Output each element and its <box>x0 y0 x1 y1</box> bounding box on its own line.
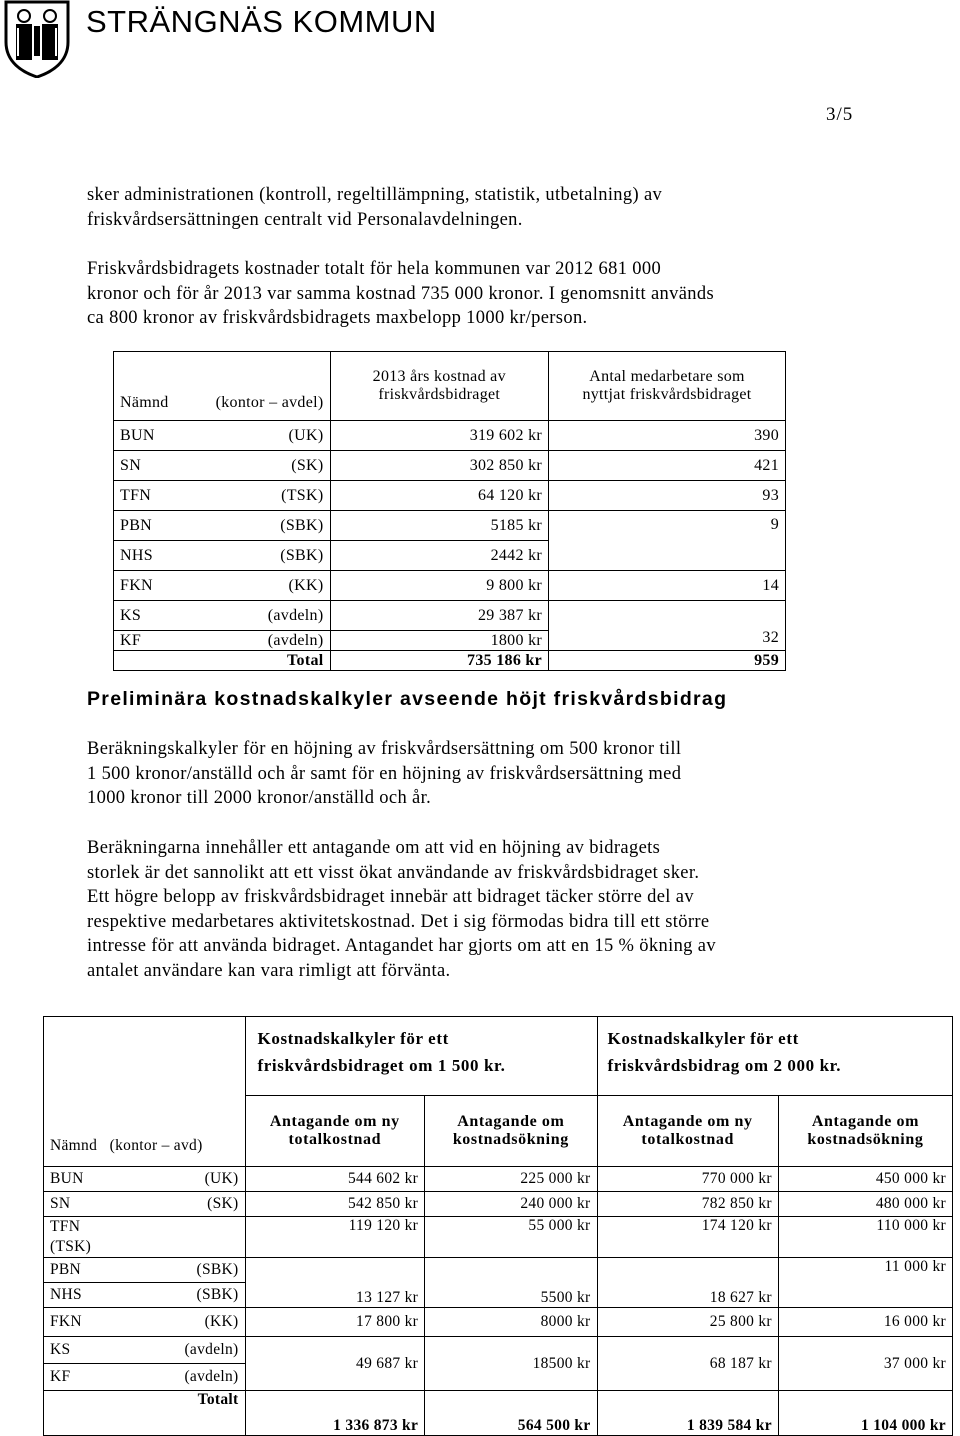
table-row <box>114 451 786 481</box>
group-header-2000 <box>597 1017 952 1096</box>
subheader-line: Antagande om ny <box>269 1113 400 1130</box>
value-cell: 49 687 kr <box>245 1337 425 1391</box>
total-cost: 735 186 kr <box>330 651 549 671</box>
value-cell: 18500 kr <box>425 1337 597 1391</box>
unit-cell: (KK) <box>204 1313 239 1330</box>
table-row <box>44 1337 953 1364</box>
header-namnd-label: Nämnd <box>120 394 169 411</box>
value-cell: 480 000 kr <box>778 1192 952 1217</box>
value-cell: 68 187 kr <box>597 1337 778 1391</box>
cost-cell: 302 850 kr <box>330 451 549 481</box>
header-cost-line: friskvårdsbidraget <box>378 386 501 403</box>
subheader-total <box>245 1096 425 1167</box>
group-header-1500 <box>245 1017 597 1096</box>
value-cell: 13 127 kr <box>245 1258 425 1308</box>
namnd-cell: BUN <box>50 1170 84 1187</box>
text-line: sker administrationen (kontroll, regeltillämpning, statistik, utbetalning) av <box>87 185 663 205</box>
table-row <box>114 511 786 541</box>
projection-table <box>43 1016 953 1436</box>
value-cell: 55 000 kr <box>425 1217 597 1258</box>
value-cell: 240 000 kr <box>425 1192 597 1217</box>
namnd-cell: PBN <box>120 516 153 534</box>
table-row <box>114 571 786 601</box>
table-row <box>114 421 786 451</box>
value-cell: 8000 kr <box>425 1308 597 1337</box>
text-line: Ett högre belopp av friskvårdsbidraget innebär att bidraget täcker större del av <box>87 887 694 908</box>
value-cell: 18 627 kr <box>597 1258 778 1308</box>
header-namnd <box>114 352 331 421</box>
page-number: 3/5 <box>826 104 854 125</box>
group-header-line: Kostnadskalkyler för ett <box>607 1029 799 1048</box>
text-line: intresse för att använda bidraget. Antagandet har gjorts om att en 15 % ökning av <box>87 936 716 957</box>
group-header-line: Kostnadskalkyler för ett <box>257 1029 449 1048</box>
value-cell: 5500 kr <box>425 1258 597 1308</box>
count-cell: 9 <box>549 511 786 571</box>
total-value: 1 104 000 kr <box>778 1391 952 1436</box>
value-cell: 174 120 kr <box>597 1217 778 1258</box>
unit-cell: (avdeln) <box>184 1368 239 1385</box>
table-row <box>44 1192 953 1217</box>
unit-cell: (SBK) <box>196 1261 239 1278</box>
value-cell: 17 800 kr <box>245 1308 425 1337</box>
cost-cell: 2442 kr <box>330 541 549 571</box>
header-count-line: nyttjat friskvårdsbidraget <box>582 386 752 403</box>
subheader-total <box>597 1096 778 1167</box>
unit-cell: (SBK) <box>196 1286 239 1303</box>
value-cell: 110 000 kr <box>778 1217 952 1258</box>
intro-paragraph-1 <box>87 183 887 232</box>
text-line: Friskvårdsbidragets kostnader totalt för hela kommunen var 2012 681 000 <box>87 259 662 279</box>
value-cell: 225 000 kr <box>425 1167 597 1192</box>
total-value: 1 336 873 kr <box>245 1391 425 1436</box>
header-kontor-label: (kontor – avd) <box>109 1137 203 1154</box>
text-line: friskvårdsersättningen centralt vid Personalavdelningen. <box>87 209 523 230</box>
value-cell: 11 000 kr <box>778 1258 952 1308</box>
table-row <box>44 1258 953 1283</box>
unit-cell: (SBK) <box>280 546 324 564</box>
value-cell: 119 120 kr <box>245 1217 425 1258</box>
group-header-line: friskvårdsbidraget om 1 500 kr. <box>257 1056 506 1075</box>
value-cell: 37 000 kr <box>778 1337 952 1391</box>
value-cell: 542 850 kr <box>245 1192 425 1217</box>
total-label: Total <box>114 651 331 671</box>
text-line: respektive medarbetares aktivitetskostnad. Det i sig förmodas bidra till ett större <box>87 911 710 932</box>
cost-cell: 5185 kr <box>330 511 549 541</box>
count-cell: 32 <box>549 601 786 651</box>
header-kontor-label: (kontor – avdel) <box>215 394 324 411</box>
text-line: kronor och för år 2013 var samma kostnad 735 000 kronor. I genomsnitt används <box>87 283 715 304</box>
subheader-line: Antagande om <box>811 1113 920 1130</box>
text-line: storlek är det sannolikt att ett visst ökat användande av friskvårdsbidraget sker. <box>87 862 700 883</box>
header-namnd <box>44 1017 246 1167</box>
cost-table-2013 <box>113 351 786 671</box>
unit-cell: (avdeln) <box>267 606 324 624</box>
namnd-cell: FKN <box>50 1313 82 1330</box>
value-cell: 782 850 kr <box>597 1192 778 1217</box>
unit-cell: (TSK) <box>281 486 324 504</box>
total-value: 564 500 kr <box>425 1391 597 1436</box>
total-count: 959 <box>549 651 786 671</box>
header-cost <box>330 352 549 421</box>
cost-cell: 319 602 kr <box>330 421 549 451</box>
cost-cell: 9 800 kr <box>330 571 549 601</box>
section-heading: Preliminära kostnadskalkyler avseende höjt friskvårdsbidrag <box>87 688 728 710</box>
subheader-line: Antagande om <box>457 1113 565 1130</box>
value-cell: 25 800 kr <box>597 1308 778 1337</box>
count-cell: 421 <box>549 451 786 481</box>
table-row <box>44 1217 953 1258</box>
subheader-line: kostnadsökning <box>807 1131 924 1148</box>
cost-cell: 1800 kr <box>330 631 549 651</box>
table-row <box>114 601 786 631</box>
namnd-cell: BUN <box>120 426 155 444</box>
table-row <box>44 1308 953 1337</box>
value-cell: 770 000 kr <box>597 1167 778 1192</box>
text-line: ca 800 kronor av friskvårdsbidragets maxbelopp 1000 kr/person. <box>87 308 588 329</box>
namnd-cell: SN <box>120 456 142 474</box>
namnd-cell: SN <box>50 1195 71 1212</box>
subheader-line: Antagande om ny <box>622 1113 753 1130</box>
unit-cell: (UK) <box>288 426 324 444</box>
count-cell: 390 <box>549 421 786 451</box>
text-line: Beräkningskalkyler för en höjning av friskvårdsersättning om 500 kronor till <box>87 739 682 759</box>
intro-paragraph-2 <box>87 257 887 331</box>
value-cell: 544 602 kr <box>245 1167 425 1192</box>
total-label: Totalt <box>44 1391 246 1436</box>
cost-cell: 29 387 kr <box>330 601 549 631</box>
unit-cell: (TSK) <box>50 1238 92 1255</box>
municipality-name: STRÄNGNÄS KOMMUN <box>86 4 437 39</box>
unit-cell: (SK) <box>291 456 324 474</box>
count-cell: 14 <box>549 571 786 601</box>
header-count <box>549 352 786 421</box>
body-paragraph-1 <box>87 737 887 811</box>
namnd-cell: KF <box>50 1368 71 1385</box>
namnd-cell: NHS <box>120 546 153 564</box>
table-row <box>44 1167 953 1192</box>
table-total-row <box>44 1391 953 1436</box>
text-line: antalet användare kan vara rimligt att förvänta. <box>87 960 451 981</box>
group-header-line: friskvårdsbidrag om 2 000 kr. <box>607 1056 842 1075</box>
namnd-cell: PBN <box>50 1261 82 1278</box>
namnd-cell: FKN <box>120 576 153 594</box>
subheader-line: totalkostnad <box>641 1131 734 1148</box>
count-cell: 93 <box>549 481 786 511</box>
namnd-cell: KS <box>120 606 142 624</box>
text-line: 1000 kronor till 2000 kronor/anställd och år. <box>87 788 432 809</box>
header-count-line: Antal medarbetare som <box>589 368 745 385</box>
namnd-cell: KF <box>120 631 142 649</box>
table-header-row <box>114 352 786 421</box>
unit-cell: (UK) <box>204 1170 239 1187</box>
subheader-line: kostnadsökning <box>452 1131 569 1148</box>
coat-of-arms-icon <box>2 0 72 78</box>
text-line: 1 500 kronor/anställd och år samt för en höjning av friskvårdsersättning med <box>87 763 682 784</box>
table-total-row <box>114 651 786 671</box>
unit-cell: (SK) <box>207 1195 239 1212</box>
subheader-line: totalkostnad <box>288 1131 382 1148</box>
namnd-cell: KS <box>50 1341 71 1358</box>
unit-cell: (KK) <box>288 576 324 594</box>
table-group-header-row <box>44 1017 953 1096</box>
unit-cell: (SBK) <box>280 516 324 534</box>
subheader-increase <box>425 1096 597 1167</box>
cost-cell: 64 120 kr <box>330 481 549 511</box>
total-value: 1 839 584 kr <box>597 1391 778 1436</box>
table-row <box>114 481 786 511</box>
text-line: Beräkningarna innehåller ett antagande om att vid en höjning av bidragets <box>87 838 661 858</box>
namnd-cell: NHS <box>50 1286 82 1303</box>
namnd-cell: TFN <box>120 486 152 504</box>
value-cell: 450 000 kr <box>778 1167 952 1192</box>
body-paragraph-2 <box>87 836 887 984</box>
subheader-increase <box>778 1096 952 1167</box>
unit-cell: (avdeln) <box>184 1341 239 1358</box>
value-cell: 16 000 kr <box>778 1308 952 1337</box>
unit-cell: (avdeln) <box>267 631 324 649</box>
namnd-cell: TFN <box>50 1218 81 1235</box>
header-cost-line: 2013 års kostnad av <box>372 368 506 385</box>
header-namnd-label: Nämnd <box>50 1137 98 1154</box>
